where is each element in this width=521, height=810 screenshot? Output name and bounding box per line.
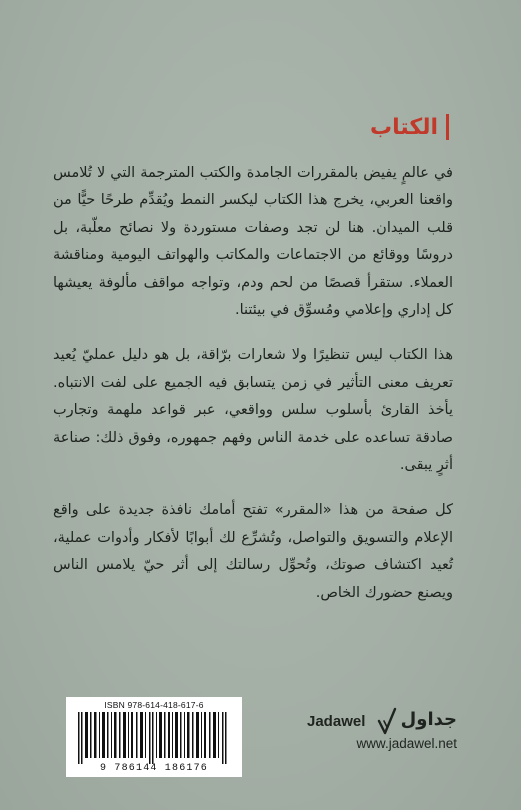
isbn-digits: 9 786144 186176 <box>99 763 208 774</box>
isbn-label: ISBN 978-614-418-617-6 <box>104 700 204 710</box>
publisher-url[interactable]: www.jadawel.net <box>356 736 457 751</box>
heading-title: الكتاب <box>370 114 438 140</box>
publisher-mark-icon <box>375 707 397 735</box>
blurb-paragraph-1: في عالمٍ يفيض بالمقررات الجامدة والكتب المترجمة التي لا تُلامس واقعنا العربي، يخرج هذا الكتاب ليكسر النمط ويُقدِّم طرحًا حيًّا من قلب الميدان. هنا لن تجد وصفات مستوردة ولا نصائح معلّبة، بل دروسًا ووقائع من الاجتماعات والمكاتب والهواتف اليومية ومناقشة العملاء. ستقرأ قصصًا من لحم ودم، وتواجه مواقف مألوفة يعيشها كل إداري وإعلامي ومُسوِّق في بيئتنا. <box>53 165 453 319</box>
heading-accent-bar <box>446 114 449 140</box>
publisher-name-arabic: جداول <box>400 709 457 730</box>
blurb-paragraph-3: كل صفحة من هذا «المقرر» تفتح أمامك نافذة جديدة على واقع الإعلام والتسويق والتواصل، وتُشرِّع لك أبوابًا لأفكار وأدوات عملية، تُعيد اكتشاف صوتك، وتُحوِّل رسالتك إلى أثر حيّ يلامس الناس ويصنع حضورك الخاص. <box>53 502 453 601</box>
barcode-icon <box>76 712 232 764</box>
blurb <box>53 160 453 625</box>
blurb-paragraph-2: هذا الكتاب ليس تنظيرًا ولا شعارات برّاقة، بل هو دليل عمليّ يُعيد تعريف معنى التأثير في زمن يتسابق فيه الجميع على لفت الانتباه. يأخذ القارئ بأسلوب سلس وواقعي، عبر قواعد ملهمة وتجارب صادقة تساعده على خدمة الناس وفهم جمهوره، وفوق ذلك: صناعة أثرٍ يبقى. <box>53 347 453 474</box>
section-heading <box>370 114 449 140</box>
isbn-barcode-box <box>66 697 242 777</box>
publisher-name-latin: Jadawel <box>307 713 366 730</box>
